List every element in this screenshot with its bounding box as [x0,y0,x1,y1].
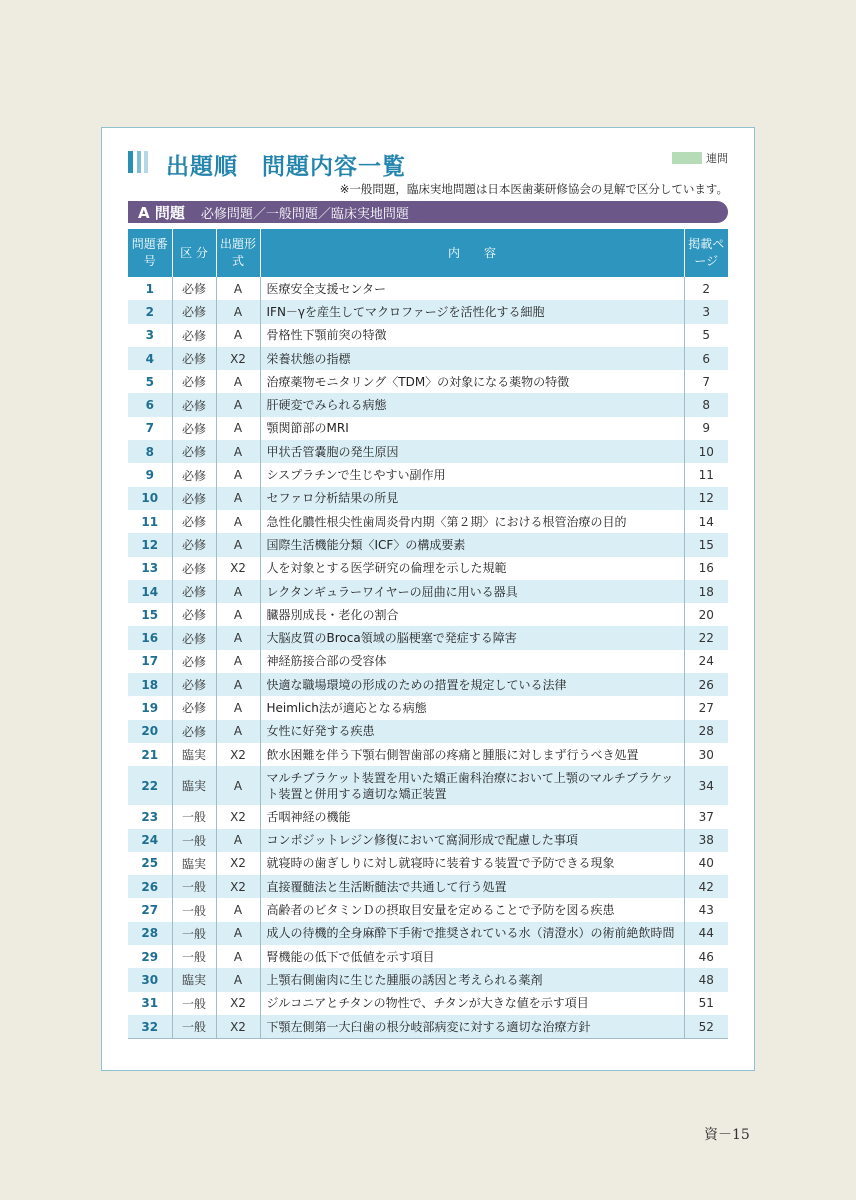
question-category: 必修 [172,673,216,696]
question-format: A [216,650,260,673]
question-content: 成人の待機的全身麻酔下手術で推奨されている水（清澄水）の術前絶飲時間 [260,922,684,945]
question-category: 必修 [172,626,216,649]
question-format: X2 [216,805,260,828]
question-category: 必修 [172,347,216,370]
section-header [128,201,728,223]
table-row [128,440,728,463]
question-category: 一般 [172,945,216,968]
question-content: コンポジットレジン修復において窩洞形成で配慮した事項 [260,829,684,852]
question-number: 31 [128,992,172,1015]
question-category: 必修 [172,417,216,440]
question-format: A [216,922,260,945]
table-row [128,875,728,898]
question-content: 女性に好発する疾患 [260,720,684,743]
question-category: 一般 [172,1015,216,1039]
question-number: 30 [128,968,172,991]
question-content: 臓器別成長・老化の割合 [260,603,684,626]
table-row [128,852,728,875]
question-number: 1 [128,277,172,300]
question-category: 必修 [172,440,216,463]
question-number: 29 [128,945,172,968]
question-format: A [216,766,260,805]
question-category: 一般 [172,898,216,921]
table-row [128,370,728,393]
question-format: A [216,393,260,416]
question-page: 22 [684,626,728,649]
table-row [128,533,728,556]
question-content: レクタンギュラーワイヤーの屈曲に用いる器具 [260,580,684,603]
question-category: 必修 [172,487,216,510]
table-row [128,417,728,440]
question-category: 一般 [172,875,216,898]
question-format: X2 [216,852,260,875]
legend-swatch [672,152,702,164]
section-title: A 問題 [138,203,185,222]
table-row [128,603,728,626]
question-category: 一般 [172,922,216,945]
question-number: 26 [128,875,172,898]
table-row [128,580,728,603]
question-page: 37 [698,809,714,824]
question-number: 13 [128,557,172,580]
question-number: 7 [128,417,172,440]
question-format: A [216,580,260,603]
question-content: 国際生活機能分類〈ICF〉の構成要素 [260,533,684,556]
question-content: 治療薬物モニタリング〈TDM〉の対象になる薬物の特徴 [260,370,684,393]
question-format: A [216,696,260,719]
question-page: 2 [702,281,711,296]
question-format: X2 [216,875,260,898]
classification-note: ※一般問題，臨床実地問題は日本医歯薬研修協会の見解で区分しています。 [339,182,728,196]
table-row [128,720,728,743]
question-content: 骨格性下顎前突の特徴 [260,324,684,347]
question-page: 8 [684,393,728,416]
question-category: 臨実 [172,743,216,766]
question-number: 8 [128,440,172,463]
table-row [128,766,728,805]
question-number: 10 [128,487,172,510]
question-content: 下顎左側第一大臼歯の根分岐部病変に対する適切な治療方針 [260,1015,684,1039]
header-category: 区 分 [172,229,216,277]
page-panel [101,127,755,1071]
question-content: 肝硬変でみられる病態 [260,393,684,416]
question-format: X2 [216,1015,260,1039]
question-content: 上顎右側歯肉に生じた腫脹の誘因と考えられる薬剤 [260,968,684,991]
table-row [128,557,728,580]
question-content: セファロ分析結果の所見 [260,487,684,510]
question-page: 3 [684,300,728,323]
question-format: A [216,968,260,991]
table-row [128,324,728,347]
table-row [128,650,728,673]
table-row [128,922,728,945]
table-body [128,277,728,1039]
question-page: 51 [698,996,714,1011]
question-number: 3 [128,324,172,347]
question-category: 必修 [172,580,216,603]
question-category: 必修 [172,277,216,300]
question-content: 人を対象とする医学研究の倫理を示した規範 [260,557,684,580]
question-number: 14 [128,580,172,603]
question-page: 16 [698,561,714,576]
question-category: 必修 [172,557,216,580]
question-format: A [216,487,260,510]
question-number: 28 [128,922,172,945]
question-page: 40 [698,856,714,871]
question-page: 12 [684,487,728,510]
question-content: マルチブラケット装置を用いた矯正歯科治療において上顎のマルチブラケット装置と併用する適切な矯正装置 [260,766,684,805]
table-row [128,898,728,921]
section-subtitle: 必修問題／一般問題／臨床実地問題 [200,206,409,222]
question-content: 快適な職場環境の形成のための措置を規定している法律 [260,673,684,696]
question-number: 22 [128,766,172,805]
question-number: 27 [128,898,172,921]
question-page: 18 [684,580,728,603]
question-format: A [216,945,260,968]
question-page: 38 [684,829,728,852]
question-page: 34 [684,766,728,805]
question-page: 15 [684,533,728,556]
table-row [128,743,728,766]
question-category: 臨実 [172,968,216,991]
question-number: 12 [128,533,172,556]
question-number: 11 [128,510,172,533]
question-category: 臨実 [172,852,216,875]
question-format: A [216,533,260,556]
page-title: 出題順 問題内容一覧 [166,154,406,180]
table-row [128,1015,728,1039]
question-format: X2 [216,743,260,766]
table-row [128,805,728,828]
question-number: 5 [128,370,172,393]
question-page: 7 [702,374,711,389]
question-category: 必修 [172,720,216,743]
question-format: X2 [216,557,260,580]
question-category: 必修 [172,300,216,323]
question-content: 甲状舌管嚢胞の発生原因 [260,440,684,463]
question-content: 飲水困難を伴う下顎右側智歯部の疼痛と腫脹に対しまず行うべき処置 [260,743,684,766]
question-number: 16 [128,626,172,649]
question-format: A [216,626,260,649]
question-number: 9 [128,463,172,486]
question-number: 4 [128,347,172,370]
question-format: A [216,370,260,393]
table-header-row [128,229,728,277]
question-format: A [216,510,260,533]
question-category: 必修 [172,696,216,719]
question-page: 28 [684,720,728,743]
question-format: A [216,829,260,852]
table-row [128,945,728,968]
question-content: IFN－γを産生してマクロファージを活性化する細胞 [260,300,684,323]
question-number: 2 [128,300,172,323]
question-format: A [216,417,260,440]
question-format: A [216,324,260,347]
question-format: A [216,463,260,486]
question-category: 一般 [172,992,216,1015]
question-page: 48 [684,968,728,991]
question-number: 24 [128,829,172,852]
question-format: X2 [216,347,260,370]
question-page: 43 [698,903,714,918]
question-page: 26 [684,673,728,696]
question-number: 15 [128,603,172,626]
title-bars-icon [128,151,152,173]
question-number: 32 [128,1015,172,1039]
question-format: A [216,603,260,626]
table-row [128,300,728,323]
question-number: 23 [128,805,172,828]
question-content: 顎関節部のMRI [260,417,684,440]
table-row [128,347,728,370]
table-row [128,829,728,852]
header-number: 問題番号 [128,229,172,277]
question-number: 18 [128,673,172,696]
question-content: 医療安全支援センター [260,277,684,300]
question-page: 10 [684,440,728,463]
question-content: 栄養状態の指標 [260,347,684,370]
question-page: 9 [702,421,711,436]
question-page: 30 [698,747,714,762]
header-content: 内 容 [260,229,684,277]
question-category: 必修 [172,463,216,486]
question-table [128,229,728,1039]
question-content: Heimlich法が適応となる病態 [260,696,684,719]
question-page: 5 [702,328,711,343]
question-format: A [216,898,260,921]
table-row [128,277,728,300]
question-content: 高齢者のビタミンＤの摂取目安量を定めることで予防を図る疾患 [260,898,684,921]
question-content: 急性化膿性根尖性歯周炎骨内期〈第２期〉における根管治療の目的 [260,510,684,533]
table-row [128,393,728,416]
question-page: 14 [698,514,714,529]
question-content: ジルコニアとチタンの物性で、チタンが大きな値を示す項目 [260,992,684,1015]
question-category: 必修 [172,393,216,416]
question-number: 19 [128,696,172,719]
question-category: 必修 [172,510,216,533]
question-content: 舌咽神経の機能 [260,805,684,828]
question-format: A [216,277,260,300]
table-row [128,696,728,719]
question-format: A [216,720,260,743]
question-content: 腎機能の低下で低値を示す項目 [260,945,684,968]
question-format: A [216,673,260,696]
question-number: 6 [128,393,172,416]
table-row [128,626,728,649]
question-number: 25 [128,852,172,875]
question-page: 6 [684,347,728,370]
question-page: 11 [698,468,714,483]
question-content: 神経筋接合部の受容体 [260,650,684,673]
table-row [128,463,728,486]
header-format: 出題形式 [216,229,260,277]
legend-label: 連問 [706,152,728,165]
table-row [128,510,728,533]
question-content: 就寝時の歯ぎしりに対し就寝時に装着する装置で予防できる現象 [260,852,684,875]
question-page: 46 [698,949,714,964]
question-page: 27 [698,700,714,715]
question-content: シスプラチンで生じやすい副作用 [260,463,684,486]
question-page: 24 [698,654,714,669]
question-format: X2 [216,992,260,1015]
page-number: 資－15 [704,1127,750,1143]
question-number: 20 [128,720,172,743]
question-format: A [216,300,260,323]
question-page: 52 [684,1015,728,1039]
question-format: A [216,440,260,463]
question-page: 42 [684,875,728,898]
question-category: 必修 [172,533,216,556]
table-row [128,968,728,991]
header-page: 掲載ページ [684,229,728,277]
question-category: 必修 [172,324,216,347]
question-content: 直接覆髄法と生活断髄法で共通して行う処置 [260,875,684,898]
question-category: 一般 [172,805,216,828]
table-row [128,992,728,1015]
question-category: 必修 [172,603,216,626]
question-content: 大脳皮質のBroca領域の脳梗塞で発症する障害 [260,626,684,649]
question-category: 一般 [172,829,216,852]
question-page: 20 [698,607,714,622]
question-category: 臨実 [172,766,216,805]
table-row [128,487,728,510]
question-category: 必修 [172,650,216,673]
question-number: 21 [128,743,172,766]
table-row [128,673,728,696]
question-page: 44 [684,922,728,945]
question-category: 必修 [172,370,216,393]
question-number: 17 [128,650,172,673]
